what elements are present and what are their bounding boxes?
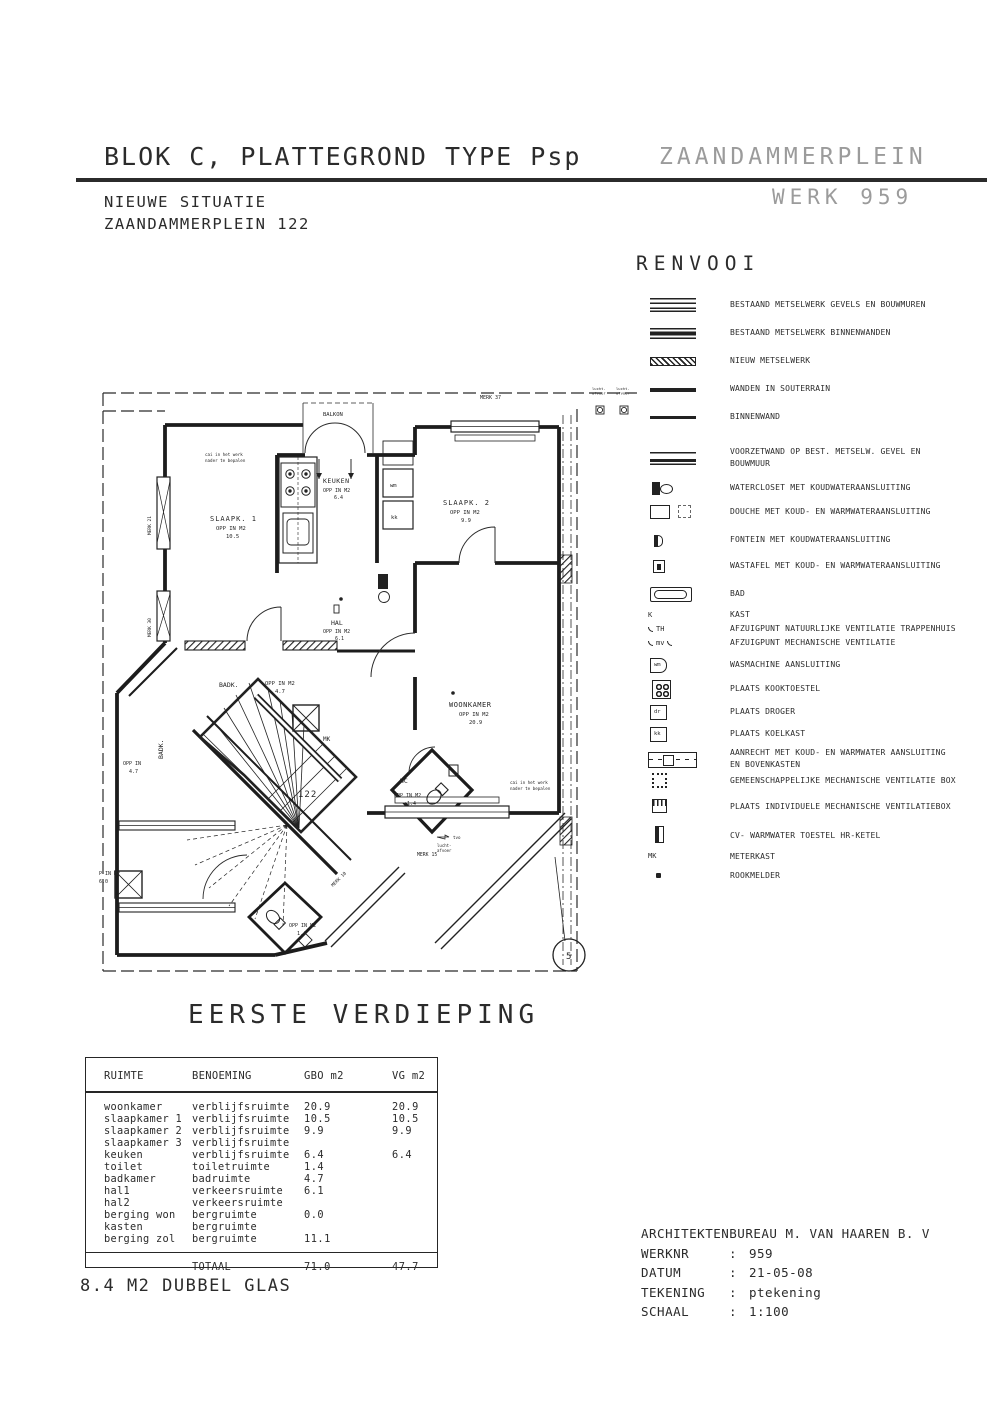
- legend-item-label: PLAATS DROGER: [730, 707, 796, 717]
- legend-item: [648, 850, 960, 862]
- cell-vg: [392, 1137, 442, 1149]
- legend-symbol-icon: [648, 479, 706, 497]
- col-header-gbo: GBO m2: [304, 1070, 344, 1082]
- table-row: [104, 1125, 437, 1137]
- cell-vg: 20.9: [392, 1101, 419, 1113]
- legend-symbol-icon: [648, 557, 706, 575]
- annotation: afvoer: [616, 390, 630, 396]
- legend-item: [648, 747, 960, 770]
- legend-item-label: BESTAAND METSELWERK BINNENWANDEN: [730, 328, 891, 338]
- legend-item-label: BESTAAND METSELWERK GEVELS EN BOUWMUREN: [730, 300, 926, 310]
- table-row: [104, 1221, 437, 1233]
- table-row: [104, 1209, 437, 1221]
- table-divider: [86, 1091, 437, 1093]
- room-area-label: OPP IN M2: [323, 488, 351, 494]
- titleblock-row: TEKENING : ptekening: [641, 1283, 930, 1303]
- cell-type: verkeersruimte: [192, 1185, 283, 1197]
- legend-symbol-icon: TH: [648, 623, 706, 635]
- legend-item-label: WASTAFEL MET KOUD- EN WARMWATERAANSLUITING: [730, 561, 941, 571]
- legend-item-label: WASMACHINE AANSLUITING: [730, 660, 841, 670]
- table-divider: [86, 1252, 437, 1253]
- cell-type: verblijfsruimte: [192, 1113, 290, 1125]
- room-label: KEUKEN: [323, 477, 350, 485]
- cell-room: badkamer: [104, 1173, 156, 1185]
- annotation: cai in het werk: [205, 452, 243, 457]
- cell-vg: [392, 1161, 442, 1173]
- legend-item: [648, 609, 960, 621]
- cell-type: verblijfsruimte: [192, 1125, 290, 1137]
- smoke-detector-icon: [451, 691, 455, 695]
- plan-caption: EERSTE VERDIEPING: [188, 1000, 540, 1030]
- house-number: 122: [298, 790, 318, 800]
- cell-type: bergruimte: [192, 1233, 257, 1245]
- cell-vg: [392, 1197, 442, 1209]
- room-label: BADK.: [157, 739, 165, 759]
- table-body: [104, 1101, 437, 1245]
- legend-symbol-icon: [648, 352, 706, 370]
- legend-item: [648, 725, 960, 743]
- work-number: WERK 959: [772, 185, 914, 209]
- cell-room: berging zol: [104, 1233, 176, 1245]
- titleblock-key: TEKENING: [641, 1284, 706, 1300]
- legend-symbol-icon: [648, 296, 706, 314]
- annotation: afvoer: [592, 390, 606, 396]
- detail-number: 5: [566, 952, 572, 962]
- cell-room: hal2: [104, 1197, 130, 1209]
- room-label: WOONKAMER: [449, 701, 492, 709]
- cell-type: verblijfsruimte: [192, 1101, 290, 1113]
- legend-item: [648, 446, 960, 469]
- duct-icon: [378, 574, 388, 589]
- vent-symbol-icon: [620, 406, 628, 414]
- cell-gbo: [304, 1137, 392, 1149]
- room-area-value: 6.1: [335, 636, 345, 642]
- legend-item: [648, 637, 960, 649]
- cell-vg: [392, 1185, 442, 1197]
- annotation: nader te bepalen: [510, 786, 551, 791]
- titleblock-row: SCHAAL : 1:100: [641, 1302, 930, 1322]
- cell-type: verblijfsruimte: [192, 1137, 290, 1149]
- cell-gbo: 0.0: [304, 1209, 325, 1221]
- company-name: ARCHITEKTENBUREAU M. VAN HAAREN B. V: [641, 1226, 930, 1241]
- legend-item: [648, 771, 960, 789]
- cell-room: slaapkamer 3: [104, 1137, 182, 1149]
- legend-symbol-icon: [648, 826, 706, 844]
- titleblock-key: WERKNR: [641, 1245, 690, 1261]
- room-area-value: 4.7: [275, 689, 285, 695]
- cell-room: kasten: [104, 1221, 143, 1233]
- legend-item-label: CV- WARMWATER TOESTEL HR-KETEL: [730, 830, 881, 840]
- page-title: BLOK C, PLATTEGROND TYPE Psp: [104, 142, 582, 171]
- shaft-lines: [563, 415, 571, 965]
- cell-room: keuken: [104, 1149, 143, 1161]
- legend-item: [648, 826, 960, 844]
- table-row: [104, 1137, 437, 1149]
- cell-type: bergruimte: [192, 1209, 257, 1221]
- legend-item: [648, 680, 960, 698]
- titleblock-value: 21-05-08: [749, 1265, 814, 1280]
- merk-label: MERK 21: [148, 516, 153, 535]
- room-area-value: 1.4: [297, 931, 307, 937]
- room-area-label: OPP IN M2: [323, 629, 351, 635]
- fridge-box-icon: [383, 501, 413, 529]
- legend-item-label: AFZUIGPUNT NATUURLIJKE VENTILATIE TRAPPENHUIS: [730, 624, 956, 634]
- cell-gbo: 6.1: [304, 1185, 325, 1197]
- annotation: nader te bepalen: [205, 458, 246, 463]
- room-area-label: OPP IN M2: [450, 510, 480, 516]
- legend-item-label: PLAATS KOELKAST: [730, 729, 806, 739]
- legend-item: [648, 531, 960, 549]
- annotation: afvoer: [437, 848, 452, 853]
- cell-vg: [392, 1233, 442, 1245]
- titleblock-value: 1:100: [749, 1304, 790, 1319]
- legend-item-label: GEMEENSCHAPPELIJKE MECHANISCHE VENTILATIE BOX: [730, 775, 956, 785]
- toilet2-icon: [264, 908, 286, 930]
- cell-room: toilet: [104, 1161, 143, 1173]
- table-row: [104, 1173, 437, 1185]
- merk-label: MERK 15: [417, 853, 438, 858]
- table-row: [104, 1185, 437, 1197]
- windows: [119, 421, 571, 949]
- cell-room: woonkamer: [104, 1101, 163, 1113]
- legend-item-label: VOORZETWAND OP BEST. METSELW. GEVEL EN BOUWMUUR: [730, 447, 921, 468]
- annotation: lucht-: [616, 386, 630, 391]
- cell-gbo: 4.7: [304, 1173, 325, 1185]
- area-table: [85, 1057, 438, 1273]
- legend-item-label: PLAATS INDIVIDUELE MECHANISCHE VENTILATIEBOX: [730, 801, 951, 811]
- legend-item-label: KAST: [730, 610, 751, 620]
- annotation: lucht-: [437, 843, 452, 848]
- room-label: HAL: [331, 619, 343, 627]
- merk-label: MERK 30: [148, 618, 153, 637]
- titleblock-row: DATUM : 21-05-08: [641, 1263, 930, 1283]
- room-area-label: OPP IN M2: [265, 681, 295, 687]
- vent-symbol-icon: [596, 406, 604, 414]
- cell-vg: 6.4: [392, 1149, 413, 1161]
- fridge-label: kk: [391, 515, 398, 521]
- cell-type: toiletruimte: [192, 1161, 270, 1173]
- legend-item-label: ROOKMELDER: [730, 870, 781, 880]
- room-area-label: OPP IN M2: [216, 526, 246, 532]
- cell-gbo: 1.4: [304, 1161, 325, 1173]
- col-header-vg: VG m2: [392, 1070, 426, 1082]
- legend-symbol-icon: [648, 408, 706, 426]
- cell-type: badruimte: [192, 1173, 251, 1185]
- legend-item: [648, 866, 960, 884]
- cell-room: slaapkamer 1: [104, 1113, 182, 1125]
- total-gbo: 71.0: [304, 1261, 331, 1273]
- legend-item-label: AANRECHT MET KOUD- EN WARMWATER AANSLUITING EN BOVENKASTEN: [730, 748, 946, 769]
- merk-label: MERK 37: [480, 395, 502, 401]
- table-header: [104, 1070, 437, 1082]
- total-label: TOTAAL: [192, 1261, 231, 1273]
- titleblock-key: DATUM: [641, 1265, 682, 1280]
- room-label: SLAAPK. 1: [210, 515, 257, 523]
- room-area-value: 6.0: [99, 879, 109, 885]
- legend-symbol-icon: MK: [648, 852, 657, 861]
- room-area-value: 6.4: [334, 495, 344, 501]
- cell-type: verblijfsruimte: [192, 1149, 290, 1161]
- cell-vg: 10.5: [392, 1113, 419, 1125]
- table-row: [104, 1233, 437, 1245]
- floor-plan: [97, 385, 642, 985]
- legend-item: [648, 703, 960, 721]
- header-rule: [76, 178, 987, 182]
- legend: [648, 296, 960, 884]
- room-label: WC: [400, 777, 408, 785]
- legend-item-label: NIEUW METSELWERK: [730, 356, 811, 366]
- legend-item-label: DOUCHE MET KOUD- EN WARMWATERAANSLUITING: [730, 507, 931, 517]
- legend-item: [648, 557, 960, 575]
- col-header-ruimte: RUIMTE: [104, 1070, 144, 1082]
- legend-item-label: PLAATS KOOKTOESTEL: [730, 684, 821, 694]
- table-row: [104, 1197, 437, 1209]
- legend-item: [648, 296, 960, 314]
- legend-item-label: WANDEN IN SOUTERRAIN: [730, 384, 831, 394]
- legend-symbol-icon: [648, 680, 706, 698]
- room-area-label: OPP IN M2: [459, 712, 489, 718]
- room-area-label: OPP IN M2: [289, 923, 317, 929]
- glass-note: 8.4 M2 DUBBEL GLAS: [80, 1276, 292, 1296]
- fixtures: [115, 406, 628, 971]
- cell-gbo: 9.9: [304, 1125, 325, 1137]
- title-block: [641, 1224, 930, 1322]
- legend-item: [648, 656, 960, 674]
- legend-item-label: AFZUIGPUNT MECHANISCHE VENTILATIE: [730, 638, 896, 648]
- meter-cupboard-label: MK: [323, 736, 331, 743]
- table-row: [104, 1149, 437, 1161]
- staircase: [187, 679, 356, 926]
- cell-room: berging won: [104, 1209, 176, 1221]
- legend-item: [648, 503, 960, 521]
- legend-symbol-icon: [648, 866, 706, 884]
- cell-gbo: [304, 1221, 392, 1233]
- room-label: BADK.: [219, 681, 239, 689]
- legend-item: [648, 408, 960, 426]
- cell-type: verkeersruimte: [192, 1197, 283, 1209]
- legend-symbol-icon: mv: [648, 637, 706, 649]
- room-area-label: OPP IN M2: [394, 793, 422, 799]
- cell-vg: [392, 1173, 442, 1185]
- cell-room: slaapkamer 2: [104, 1125, 182, 1137]
- room-label: SLAAPK. 2: [443, 499, 490, 507]
- legend-item: [648, 380, 960, 398]
- titleblock-value: 959: [749, 1245, 774, 1261]
- legend-item-label: BAD: [730, 589, 746, 599]
- legend-item-label: BINNENWAND: [730, 412, 781, 422]
- room-area-value: 9.9: [461, 518, 471, 524]
- legend-symbol-icon: wm: [648, 656, 706, 674]
- legend-symbol-icon: [648, 797, 706, 815]
- legend-symbol-icon: [648, 380, 706, 398]
- room-area-label: OPP IN: [123, 761, 142, 767]
- legend-symbol-icon: [648, 750, 706, 768]
- legend-item-label: FONTEIN MET KOUDWATERAANSLUITING: [730, 535, 891, 545]
- merk-label: MERK 10: [330, 871, 348, 889]
- legend-item: [648, 324, 960, 342]
- table-row: [104, 1161, 437, 1173]
- cell-room: hal1: [104, 1185, 130, 1197]
- room-area-label: P IN M2: [99, 871, 121, 877]
- washer-box-icon: [383, 469, 413, 497]
- table-total-row: [104, 1261, 437, 1273]
- legend-symbol-icon: [648, 503, 706, 521]
- legend-symbol-icon: kk: [648, 725, 706, 743]
- titleblock-key: SCHAAL: [641, 1304, 690, 1319]
- legend-symbol-icon: [648, 531, 706, 549]
- annotation: tvo: [453, 835, 461, 840]
- room-area-value: 4.7: [129, 769, 139, 775]
- room-area-value: ±1.4: [404, 801, 417, 807]
- legend-item-label: WATERCLOSET MET KOUDWATERAANSLUITING: [730, 483, 911, 493]
- annotation: cai in het werk: [510, 780, 548, 785]
- room-area-value: 10.5: [226, 534, 240, 540]
- smoke-detector-icon: [339, 597, 343, 601]
- table-row: [104, 1113, 437, 1125]
- cell-vg: [392, 1221, 442, 1233]
- col-header-benoeming: BENOEMING: [192, 1070, 252, 1082]
- legend-item-label: METERKAST: [730, 851, 776, 861]
- legend-item: [648, 623, 960, 635]
- legend-item: [648, 585, 960, 603]
- legend-symbol-icon: [648, 449, 706, 467]
- cell-gbo: 11.1: [304, 1233, 331, 1245]
- legend-symbol-icon: dr: [648, 703, 706, 721]
- table-row: [104, 1101, 437, 1113]
- legend-item: [648, 479, 960, 497]
- legend-item: [648, 352, 960, 370]
- cell-type: bergruimte: [192, 1221, 257, 1233]
- legend-item: [648, 797, 960, 815]
- plot-boundary: [103, 390, 637, 971]
- titleblock-value: ptekening: [749, 1284, 822, 1300]
- cell-gbo: 10.5: [304, 1113, 331, 1125]
- cell-vg: [392, 1209, 442, 1221]
- cell-gbo: 20.9: [304, 1101, 331, 1113]
- washer-label: wm: [390, 483, 397, 489]
- cell-gbo: [304, 1197, 392, 1209]
- walls: [117, 425, 559, 955]
- total-vg: 47.7: [392, 1261, 419, 1273]
- subtitle-address: ZAANDAMMERPLEIN 122: [104, 215, 310, 233]
- legend-symbol-icon: [648, 771, 706, 789]
- annotation: lucht-: [592, 386, 606, 391]
- project-name: ZAANDAMMERPLEIN: [659, 144, 927, 170]
- titleblock-row: WERKNR : 959: [641, 1244, 930, 1264]
- legend-symbol-icon: [648, 324, 706, 342]
- room-area-value: 20.9: [469, 720, 483, 726]
- cell-vg: 9.9: [392, 1125, 413, 1137]
- legend-symbol-icon: [648, 585, 706, 603]
- legend-title: RENVOOI: [636, 252, 761, 275]
- subtitle-situation: NIEUWE SITUATIE: [104, 193, 267, 211]
- room-label: BALKON: [323, 412, 343, 418]
- legend-symbol-icon: K: [648, 611, 653, 620]
- cell-gbo: 6.4: [304, 1149, 325, 1161]
